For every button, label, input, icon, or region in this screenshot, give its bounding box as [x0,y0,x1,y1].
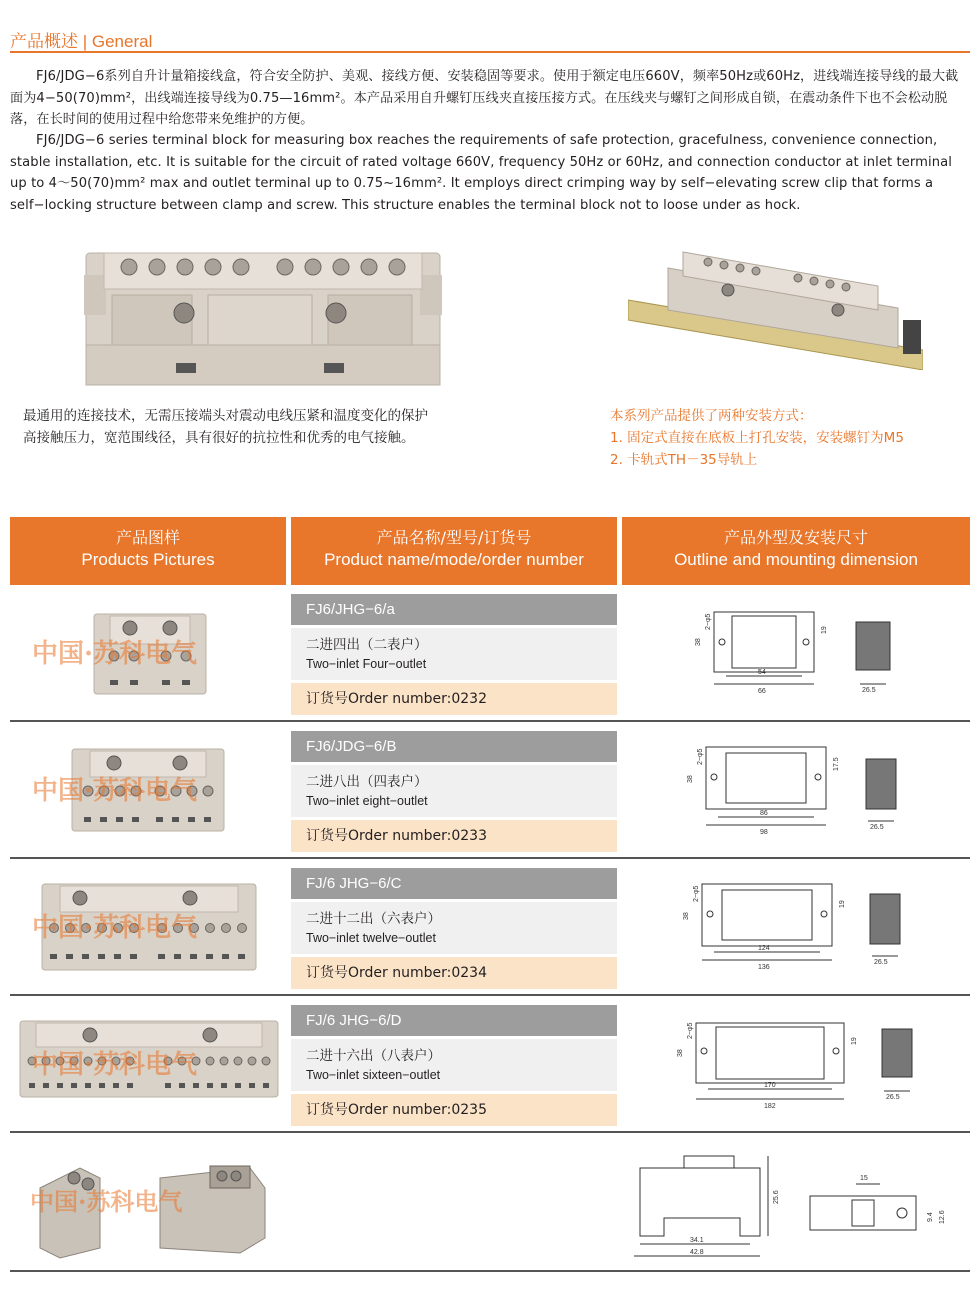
terminal-block-photo-front [84,245,442,393]
dim-outer: 182 [764,1103,776,1110]
dim-side: 19 [821,626,828,634]
product-description-en: Two−inlet twelve−outlet [306,931,436,945]
table-header-pictures [10,517,286,585]
dim-outer: 98 [760,829,768,836]
table-row [10,1005,970,1142]
product-description-en: Two−inlet Four−outlet [306,657,427,671]
caption-technique-line-2: 高接触压力，宽范围线径，具有很好的抗拉性和优秀的电气接触。 [23,430,415,446]
table-row [10,868,970,1005]
dim-hole: 2−φ5 [687,1022,694,1039]
clip-dim-h2: 12.6 [939,1210,946,1224]
rail-dim-w2: 42.8 [690,1249,704,1256]
watermark-text: 中国·苏科电气 [32,776,198,806]
table-header-outline-cn: 产品外型及安装尺寸 [723,528,868,547]
outline-drawing-a [670,594,970,719]
table-header-product-name [291,517,617,585]
order-number: 订货号Order number:0233 [291,820,617,852]
table-header-product-name-en: Product name/mode/order number [324,550,584,569]
dim-depth: 26.5 [862,687,876,694]
product-photo-a [10,594,286,724]
order-number: 订货号Order number:0235 [291,1094,617,1126]
dim-height: 38 [687,775,694,783]
table-header-product-name-cn: 产品名称/型号/订货号 [376,528,532,547]
dim-side: 19 [851,1037,858,1045]
caption-technique-line-1: 最通用的连接技术，无需压接端头对震动电线压紧和温度变化的保护 [23,408,428,424]
row-divider [10,994,970,996]
dim-inner: 124 [758,945,770,952]
product-photo-d [10,1005,286,1135]
bottom-divider [10,1270,970,1272]
product-model: FJ6/JDG−6/B [291,731,617,762]
caption-installation-line-3: 2. 卡轨式TH－35导轨上 [610,452,758,468]
product-photo-c [10,868,286,998]
clip-dim-h1: 9.4 [927,1212,934,1222]
dim-height: 38 [695,638,702,646]
watermark-text: 中国·苏科电气 [32,913,198,943]
table-header-outline-en: Outline and mounting dimension [674,550,918,569]
product-description-cn: 二进四出（二表户） [306,637,428,653]
dim-side: 17.5 [833,757,840,771]
row-divider [10,1131,970,1133]
product-description [291,628,617,680]
rail-clip-drawings [620,1148,970,1263]
product-description-cn: 二进八出（四表户） [306,774,428,790]
caption-installation-line-1: 本系列产品提供了两种安装方式： [610,408,813,424]
dim-height: 38 [683,912,690,920]
outline-drawing-c [670,868,970,993]
product-description [291,765,617,817]
clip-dim-top: 15 [860,1175,868,1182]
caption-installation-line-2: 1. 固定式直接在底板上打孔安装，安装螺钉为M5 [610,430,904,446]
product-model: FJ/6 JHG−6/C [291,868,617,899]
dim-height: 38 [677,1049,684,1057]
product-photo-b [10,731,286,861]
product-model: FJ6/JHG−6/a [291,594,617,625]
rail-clip-photos [30,1148,290,1263]
outline-drawing-b [670,731,970,856]
product-description-en: Two−inlet eight−outlet [306,794,428,808]
intro-chinese-text: FJ6/JDG−6系列自升计量箱接线盒，符合安全防护、美观、接线方便、安装稳固等要求。使用于额定电压660V，频率50Hz或60Hz，进线端连接导线的最大截面为4−50(70)mm²，出线端连接导线为0.75—16mm²。本产品采用自升螺钉压线夹直接压接方式。在压线夹与螺钉之间形成自锁，在震动条件下也不会松动脱落，在长时间的使用过程中给您带来免维护的方便。 [10,69,959,127]
dim-depth: 26.5 [886,1094,900,1101]
dim-depth: 26.5 [874,959,888,966]
watermark-text: 中国·苏科电气 [32,639,198,669]
dim-side: 19 [839,900,846,908]
watermark-text: 中国·苏科电气 [32,1050,198,1080]
rail-dim-height: 25.6 [773,1190,780,1204]
dim-outer: 66 [758,688,766,695]
product-model: FJ/6 JHG−6/D [291,1005,617,1036]
intro-english-text: FJ6/JDG−6 series terminal block for measuring box reaches the requirements of safe protection, gracefulness, convenience connection, stable installation, etc. It is suitable for the circuit of rated voltage 660V, frequency 50Hz or 60Hz, and connection conductor at inlet terminal up to 4～50(70)mm² max and outlet terminal up to 0.75~16mm². It employs direct crimping way by self−elevating screw clip that forms a self−locking structure between clamp and screw. This structure enables the terminal block not to loose under as hock. [10,133,953,213]
terminal-block-photo-rail [628,230,923,370]
dim-hole: 2−φ5 [697,748,704,765]
table-header-outline [622,517,970,585]
intro-english [10,130,968,216]
product-description [291,1039,617,1091]
dim-outer: 136 [758,964,770,971]
dim-inner: 170 [764,1082,776,1089]
table-header-pictures-en: Products Pictures [81,550,215,569]
product-description-cn: 二进十六出（八表户） [306,1048,441,1064]
caption-technique [23,405,543,449]
product-description [291,902,617,954]
row-divider [10,857,970,859]
dim-depth: 26.5 [870,824,884,831]
dim-hole: 2−φ5 [693,885,700,902]
table-row [10,594,970,731]
row-divider [10,720,970,722]
dim-inner: 86 [760,810,768,817]
product-description-en: Two−inlet sixteen−outlet [306,1068,441,1082]
dim-hole: 2−φ5 [705,613,712,630]
watermark-text: 中国·苏科电气 [30,1187,183,1216]
rail-dim-w1: 34.1 [690,1237,704,1244]
dim-inner: 54 [758,669,766,676]
caption-installation [610,405,970,471]
table-row [10,731,970,868]
title-rule [10,51,970,53]
table-header-pictures-cn: 产品图样 [115,528,180,547]
section-title: 产品概述 | General [10,32,153,51]
product-description-cn: 二进十二出（六表户） [306,911,441,927]
order-number: 订货号Order number:0234 [291,957,617,989]
intro-chinese [10,66,968,131]
order-number: 订货号Order number:0232 [291,683,617,715]
outline-drawing-d [670,1005,970,1130]
